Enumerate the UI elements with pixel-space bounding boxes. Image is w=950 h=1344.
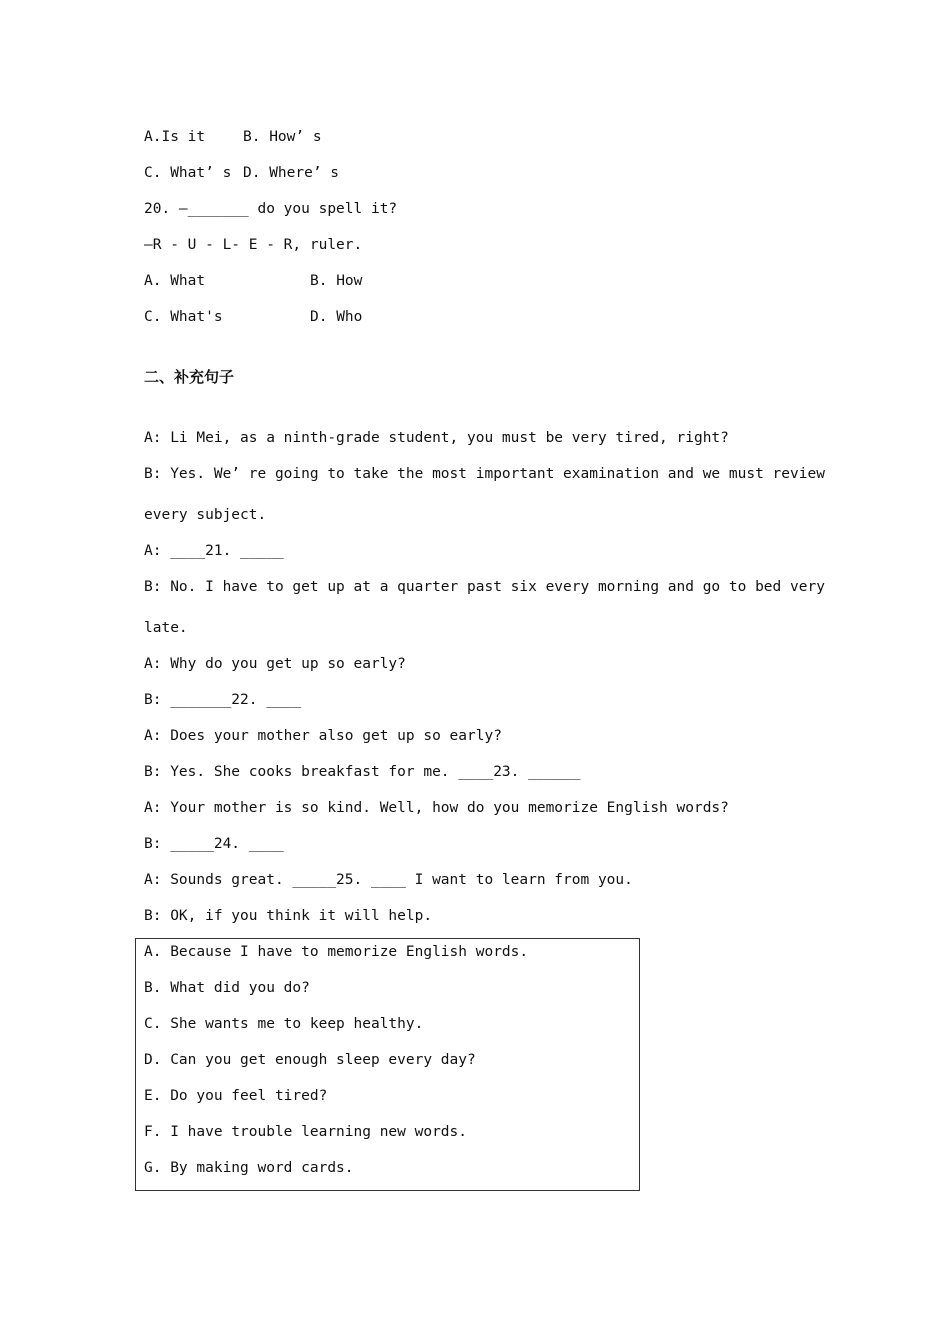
- dialogue-line-blank-24: B: _____24. ____: [144, 836, 284, 852]
- dialogue-line: B: OK, if you think it will help.: [144, 908, 433, 924]
- dialogue-line: B: Yes. We’ re going to take the most important examination and we must review: [144, 466, 825, 482]
- dialogue-line: A: Your mother is so kind. Well, how do you memorize English words?: [144, 800, 729, 816]
- choice-b: B. What did you do?: [144, 980, 310, 996]
- choice-g: G. By making word cards.: [144, 1160, 354, 1176]
- section-heading: 二、补充句子: [144, 368, 235, 386]
- dialogue-line-blank-25: A: Sounds great. _____25. ____ I want to learn from you.: [144, 872, 633, 888]
- q20-option-d: D. Who: [310, 309, 363, 325]
- choice-e: E. Do you feel tired?: [144, 1088, 328, 1104]
- dialogue-line: every subject.: [144, 507, 267, 523]
- q19-option-d: D. Where’ s: [243, 165, 340, 181]
- choice-d: D. Can you get enough sleep every day?: [144, 1052, 476, 1068]
- dialogue-line-blank-21: A: ____21. _____: [144, 543, 284, 559]
- dialogue-line-blank-23: B: Yes. She cooks breakfast for me. ____23. ______: [144, 764, 581, 780]
- q20-answer-line: —R - U - L- E - R, ruler.: [144, 237, 363, 253]
- q19-option-a: A.Is it: [144, 129, 206, 145]
- dialogue-line: A: Why do you get up so early?: [144, 656, 406, 672]
- dialogue-line: B: No. I have to get up at a quarter past six every morning and go to bed very: [144, 579, 825, 595]
- q19-option-b: B. How’ s: [243, 129, 322, 145]
- choice-a: A. Because I have to memorize English words.: [144, 944, 529, 960]
- choice-f: F. I have trouble learning new words.: [144, 1124, 468, 1140]
- dialogue-line-blank-22: B: _______22. ____: [144, 692, 302, 708]
- q20-option-a: A. What: [144, 273, 206, 289]
- dialogue-line: A: Li Mei, as a ninth-grade student, you must be very tired, right?: [144, 430, 729, 446]
- choice-c: C. She wants me to keep healthy.: [144, 1016, 424, 1032]
- dialogue-line: late.: [144, 620, 188, 636]
- q19-option-c: C. What’ s: [144, 165, 232, 181]
- q20-stem: 20. —_______ do you spell it?: [144, 201, 398, 217]
- q20-option-b: B. How: [310, 273, 363, 289]
- dialogue-line: A: Does your mother also get up so early?: [144, 728, 502, 744]
- q20-option-c: C. What's: [144, 309, 223, 325]
